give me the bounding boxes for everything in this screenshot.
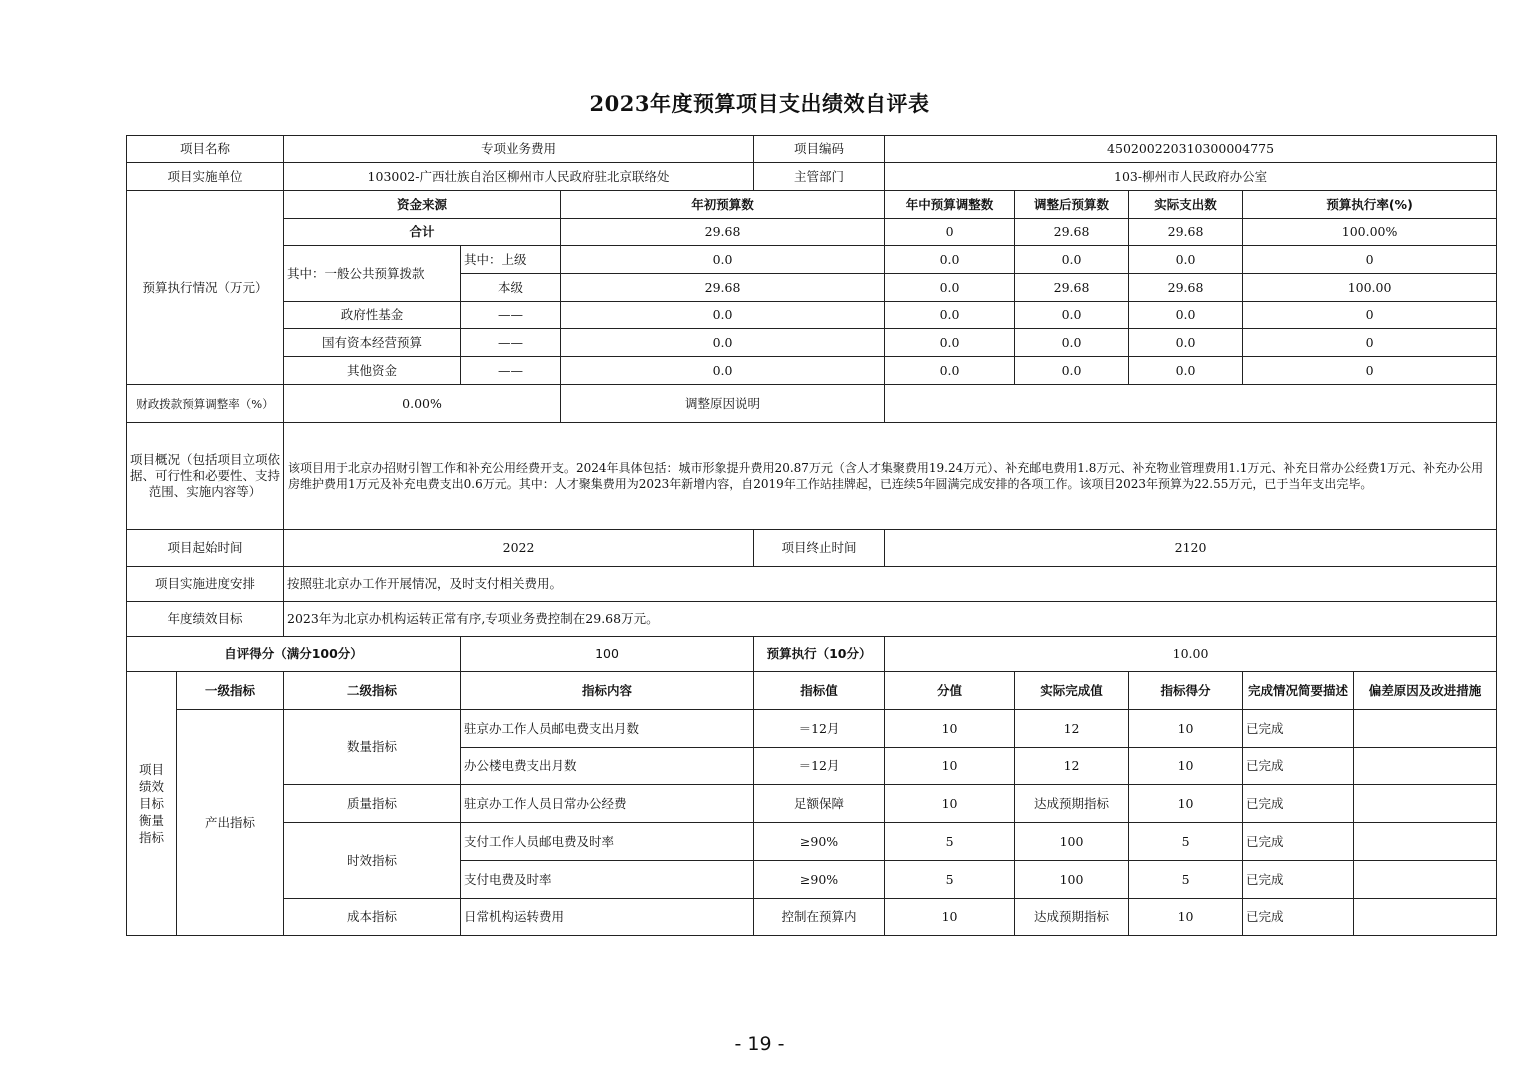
indicator-score: 10 [1129,785,1243,823]
indicator-reason [1354,785,1497,823]
indicator-content: 支付电费及时率 [461,861,754,899]
budget-cell: 0.0 [1015,357,1129,385]
project-name-label: 项目名称 [127,136,284,163]
budget-cell: 0.0 [1129,302,1243,329]
start-time-label: 项目起始时间 [127,530,284,567]
indicator-reason [1354,899,1497,936]
indicator-actual: 12 [1015,748,1129,785]
budget-cell: 29.68 [561,274,885,302]
budget-state-capital-label: 国有资本经营预算 [284,329,461,357]
table-row [127,823,1497,861]
budget-cell: 100.00 [1243,274,1497,302]
start-time-value: 2022 [284,530,754,567]
indicator-content: 办公楼电费支出月数 [461,748,754,785]
budget-cell: 0.0 [561,329,885,357]
budget-dash: —— [461,302,561,329]
score-value: 100 [461,637,754,672]
overview-row [127,423,1497,530]
indicator-header-row [127,672,1497,710]
indicator-desc: 已完成 [1243,861,1354,899]
indicator-section-text: 项目绩效目标衡量指标 [138,762,164,845]
table-row [127,710,1497,748]
budget-cell: 0.0 [561,302,885,329]
budget-cell: 0.0 [561,357,885,385]
indicator-actual: 12 [1015,710,1129,748]
indicator-actual: 达成预期指标 [1015,785,1129,823]
indicator-actual: 达成预期指标 [1015,899,1129,936]
overview-text: 该项目用于北京办招财引智工作和补充公用经费开支。2024年具体包括：城市形象提升费用20.87万元（含人才集聚费用19.24万元）、补充邮电费用1.8万元、补充物业管理费用1.1万元、补充日常办公经费1万元、补充办公用房维护费用1万元及补充电费支出0.6万元。其中：人才聚集费用为2023年新增内容，自2019年工作站挂牌起，已连续5年圆满完成安排的各项工作。该项目2023年预算为22.55万元，已于当年支出完毕。 [284,423,1497,530]
page-title: 2023年度预算项目支出绩效自评表 [589,91,930,116]
budget-cell: 0.0 [561,246,885,274]
indicator-weight: 5 [885,861,1015,899]
budget-cell: 0.0 [1015,329,1129,357]
budget-cell: 0 [1243,329,1497,357]
budget-cell: 29.68 [1015,274,1129,302]
indicator-weight: 10 [885,710,1015,748]
budget-dash: —— [461,329,561,357]
indicator-reason [1354,710,1497,748]
indicator-score: 10 [1129,899,1243,936]
budget-gov-fund-row [127,302,1497,329]
budget-section-label: 预算执行情况（万元） [127,191,284,385]
adjust-rate-label: 财政拨款预算调整率（%） [127,385,284,423]
budget-total-row [127,219,1497,246]
budget-cell: 29.68 [1129,219,1243,246]
budget-gov-fund-label: 政府性基金 [284,302,461,329]
project-code-label: 项目编码 [754,136,885,163]
dept-label: 主管部门 [754,163,885,191]
cost-label: 成本指标 [284,899,461,936]
budget-header-adjusted: 调整后预算数 [1015,191,1129,219]
budget-dash: —— [461,357,561,385]
goal-row [127,602,1497,637]
budget-cell: 0.0 [885,329,1015,357]
adjust-reason-label: 调整原因说明 [561,385,885,423]
budget-upper-label: 其中：上级 [461,246,561,274]
indicator-header: 完成情况简要描述 [1243,672,1354,710]
indicator-header: 一级指标 [177,672,284,710]
budget-header-initial: 年初预算数 [561,191,885,219]
budget-cell: 0.0 [1129,329,1243,357]
budget-upper-row [127,246,1497,274]
budget-cell: 100.00% [1243,219,1497,246]
table-row [127,899,1497,936]
indicator-desc: 已完成 [1243,785,1354,823]
budget-total-label: 合计 [284,219,561,246]
budget-cell: 0 [1243,246,1497,274]
project-code-value: 450200220310300004775 [885,136,1497,163]
goal-label: 年度绩效目标 [127,602,284,637]
indicator-weight: 5 [885,823,1015,861]
indicator-content: 日常机构运转费用 [461,899,754,936]
end-time-label: 项目终止时间 [754,530,885,567]
impl-unit-value: 103002-广西壮族自治区柳州市人民政府驻北京联络处 [284,163,754,191]
indicator-weight: 10 [885,899,1015,936]
indicator-header: 二级指标 [284,672,461,710]
indicator-weight: 10 [885,748,1015,785]
indicator-reason [1354,823,1497,861]
quality-label: 质量指标 [284,785,461,823]
project-name-value: 专项业务费用 [284,136,754,163]
indicator-header: 指标内容 [461,672,754,710]
indicator-score: 10 [1129,748,1243,785]
indicator-reason [1354,748,1497,785]
indicator-target: ≥90% [754,861,885,899]
budget-cell: 0.0 [1129,357,1243,385]
budget-cell: 0.0 [885,302,1015,329]
budget-exec-value: 10.00 [885,637,1497,672]
budget-general-label: 其中：一般公共预算拨款 [284,246,461,302]
indicator-actual: 100 [1015,823,1129,861]
quantity-label: 数量指标 [284,710,461,785]
budget-header-actual: 实际支出数 [1129,191,1243,219]
budget-other-label: 其他资金 [284,357,461,385]
budget-header-row [127,191,1497,219]
progress-text: 按照驻北京办工作开展情况，及时支付相关费用。 [284,567,1497,602]
indicator-target: 控制在预算内 [754,899,885,936]
page-number: - 19 - [734,1033,785,1055]
budget-cell: 0.0 [1129,246,1243,274]
indicator-section-label [127,672,177,936]
indicator-reason [1354,861,1497,899]
indicator-weight: 10 [885,785,1015,823]
indicator-target: ＝12月 [754,748,885,785]
budget-cell: 0.0 [1015,302,1129,329]
indicator-score: 5 [1129,861,1243,899]
budget-cell: 0 [1243,357,1497,385]
impl-unit-label: 项目实施单位 [127,163,284,191]
end-time-value: 2120 [885,530,1497,567]
dept-value: 103-柳州市人民政府办公室 [885,163,1497,191]
indicator-header: 指标得分 [1129,672,1243,710]
budget-exec-label: 预算执行（10分） [754,637,885,672]
indicator-desc: 已完成 [1243,823,1354,861]
indicator-desc: 已完成 [1243,748,1354,785]
adjust-reason-value [885,385,1497,423]
budget-local-label: 本级 [461,274,561,302]
score-row [127,637,1497,672]
evaluation-table-wrapper [126,135,1496,935]
indicator-target: ＝12月 [754,710,885,748]
budget-cell: 0.0 [1015,246,1129,274]
indicator-score: 5 [1129,823,1243,861]
indicator-target: ≥90% [754,823,885,861]
indicator-content: 驻京办工作人员邮电费支出月数 [461,710,754,748]
table-row [127,785,1497,823]
budget-cell: 29.68 [561,219,885,246]
indicator-header: 分值 [885,672,1015,710]
budget-cell: 0.0 [885,246,1015,274]
budget-header-midyear: 年中预算调整数 [885,191,1015,219]
budget-header-source: 资金来源 [284,191,561,219]
budget-header-rate: 预算执行率(%) [1243,191,1497,219]
budget-cell: 29.68 [1015,219,1129,246]
indicator-target: 足额保障 [754,785,885,823]
evaluation-table [126,135,1497,936]
score-label: 自评得分（满分100分） [127,637,461,672]
indicator-desc: 已完成 [1243,710,1354,748]
indicator-score: 10 [1129,710,1243,748]
indicator-content: 驻京办工作人员日常办公经费 [461,785,754,823]
adjust-rate-value: 0.00% [284,385,561,423]
overview-label: 项目概况（包括项目立项依据、可行性和必要性、支持范围、实施内容等） [127,423,284,530]
progress-row [127,567,1497,602]
progress-label: 项目实施进度安排 [127,567,284,602]
budget-cell: 0.0 [885,274,1015,302]
budget-cell: 0.0 [885,357,1015,385]
indicator-content: 支付工作人员邮电费及时率 [461,823,754,861]
indicator-header: 偏差原因及改进措施 [1354,672,1497,710]
info-row-1 [127,136,1497,163]
budget-cell: 0 [1243,302,1497,329]
indicator-actual: 100 [1015,861,1129,899]
info-row-2 [127,163,1497,191]
level1-output-label: 产出指标 [177,710,284,936]
indicator-desc: 已完成 [1243,899,1354,936]
indicator-header: 指标值 [754,672,885,710]
budget-state-capital-row [127,329,1497,357]
goal-text: 2023年为北京办机构运转正常有序,专项业务费控制在29.68万元。 [284,602,1497,637]
budget-other-row [127,357,1497,385]
adjust-row [127,385,1497,423]
budget-cell: 0 [885,219,1015,246]
indicator-header: 实际完成值 [1015,672,1129,710]
time-row [127,530,1497,567]
budget-cell: 29.68 [1129,274,1243,302]
timeliness-label: 时效指标 [284,823,461,899]
